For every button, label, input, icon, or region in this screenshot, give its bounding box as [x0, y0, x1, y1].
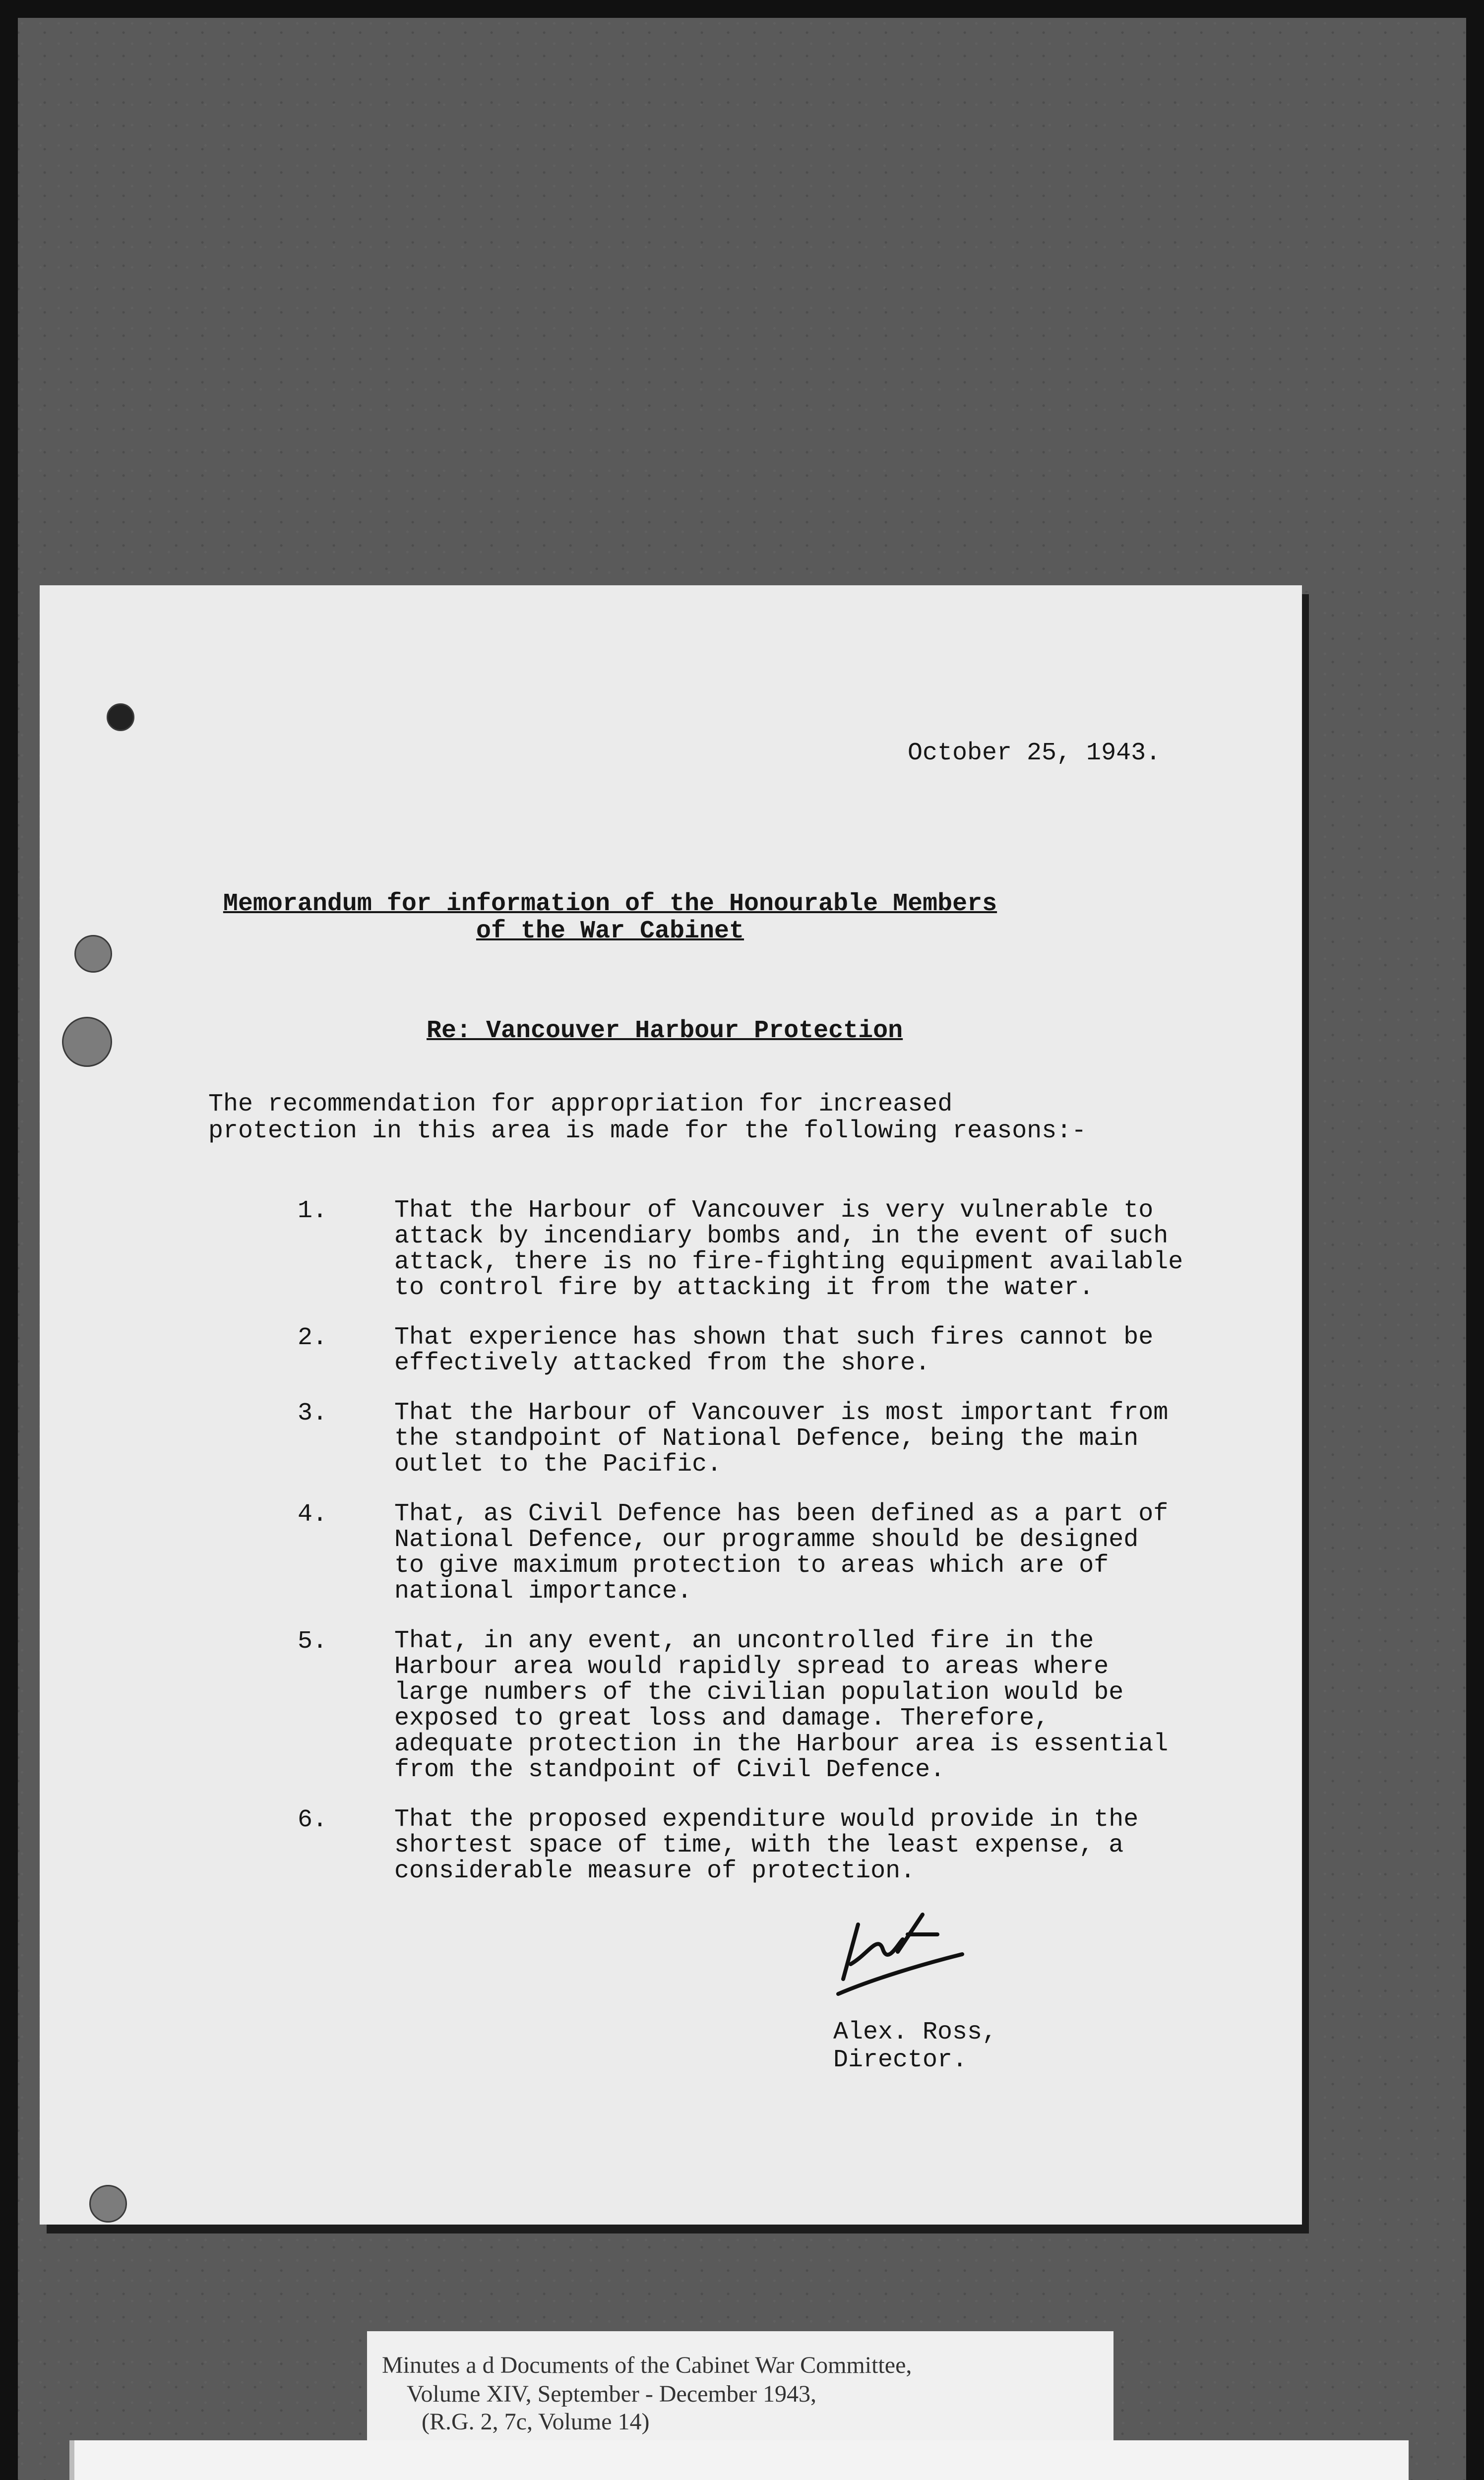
memo-subject: Re: Vancouver Harbour Protection [427, 1017, 903, 1045]
item-text: That, in any event, an uncontrolled fire in the Harbour area would rapidly spread to areas where large numbers of the civilian population would be exposed to great loss and damage. Therefore, adequate protection in the Harbour area is essential from the standpoint of Civil Defence. [394, 1627, 1169, 1784]
item-number: 5. [298, 1627, 328, 1656]
list-item [298, 1400, 1240, 1478]
public-archives-banner [74, 2440, 1409, 2480]
list-item [298, 1325, 1240, 1376]
item-text: That the proposed expenditure would provide in the shortest space of time, with the least expense, a considerable measure of protection. [394, 1805, 1139, 1885]
item-number: 4. [298, 1500, 328, 1529]
item-number: 3. [298, 1399, 328, 1427]
memo-date: October 25, 1943. [908, 739, 1161, 767]
signer-name: Alex. Ross, [833, 2018, 997, 2046]
punch-hole [62, 1017, 112, 1067]
list-item [298, 1501, 1240, 1605]
memo-title-line-2: of the War Cabinet [476, 917, 744, 945]
punch-hole [89, 2185, 127, 2223]
archive-label-line-3: (R.G. 2, 7c, Volume 14) [422, 2409, 650, 2435]
archive-label-line-2: Volume XIV, September - December 1943, [407, 2381, 817, 2407]
item-text: That the Harbour of Vancouver is most important from the standpoint of National Defence, being the main outlet to the Pacific. [394, 1399, 1169, 1479]
punch-hole [74, 935, 112, 973]
punch-hole [107, 703, 134, 731]
signer-title: Director. [833, 2046, 968, 2074]
item-number: 2. [298, 1324, 328, 1352]
reasons-list [298, 1198, 1240, 1908]
list-item [298, 1198, 1240, 1301]
handwritten-signature [823, 1905, 972, 1999]
signature-block [833, 2019, 997, 2074]
list-item [298, 1807, 1240, 1884]
item-text: That experience has shown that such fires cannot be effectively attacked from the shore. [394, 1323, 1154, 1377]
archive-reference-label [367, 2331, 1113, 2450]
memo-title-line-1: Memorandum for information of the Honourable Members [223, 890, 997, 918]
memo-title [164, 890, 1056, 945]
archive-label-line-1: Minutes a d Documents of the Cabinet War Committee, [382, 2352, 912, 2378]
item-text: That the Harbour of Vancouver is very vulnerable to attack by incendiary bombs and, in the event of such attack, there is no fire-fighting equipment available to control fire by attacking it from the water. [394, 1196, 1183, 1302]
item-number: 6. [298, 1806, 328, 1834]
item-text: That, as Civil Defence has been defined as a part of National Defence, our programme should be designed to give maximum protection to areas which are of national importance. [394, 1500, 1169, 1606]
memo-page [40, 585, 1302, 2225]
item-number: 1. [298, 1197, 328, 1225]
memo-intro: The recommendation for appropriation for increased protection in this area is made for the following reasons:- [208, 1090, 1087, 1145]
list-item [298, 1628, 1240, 1783]
